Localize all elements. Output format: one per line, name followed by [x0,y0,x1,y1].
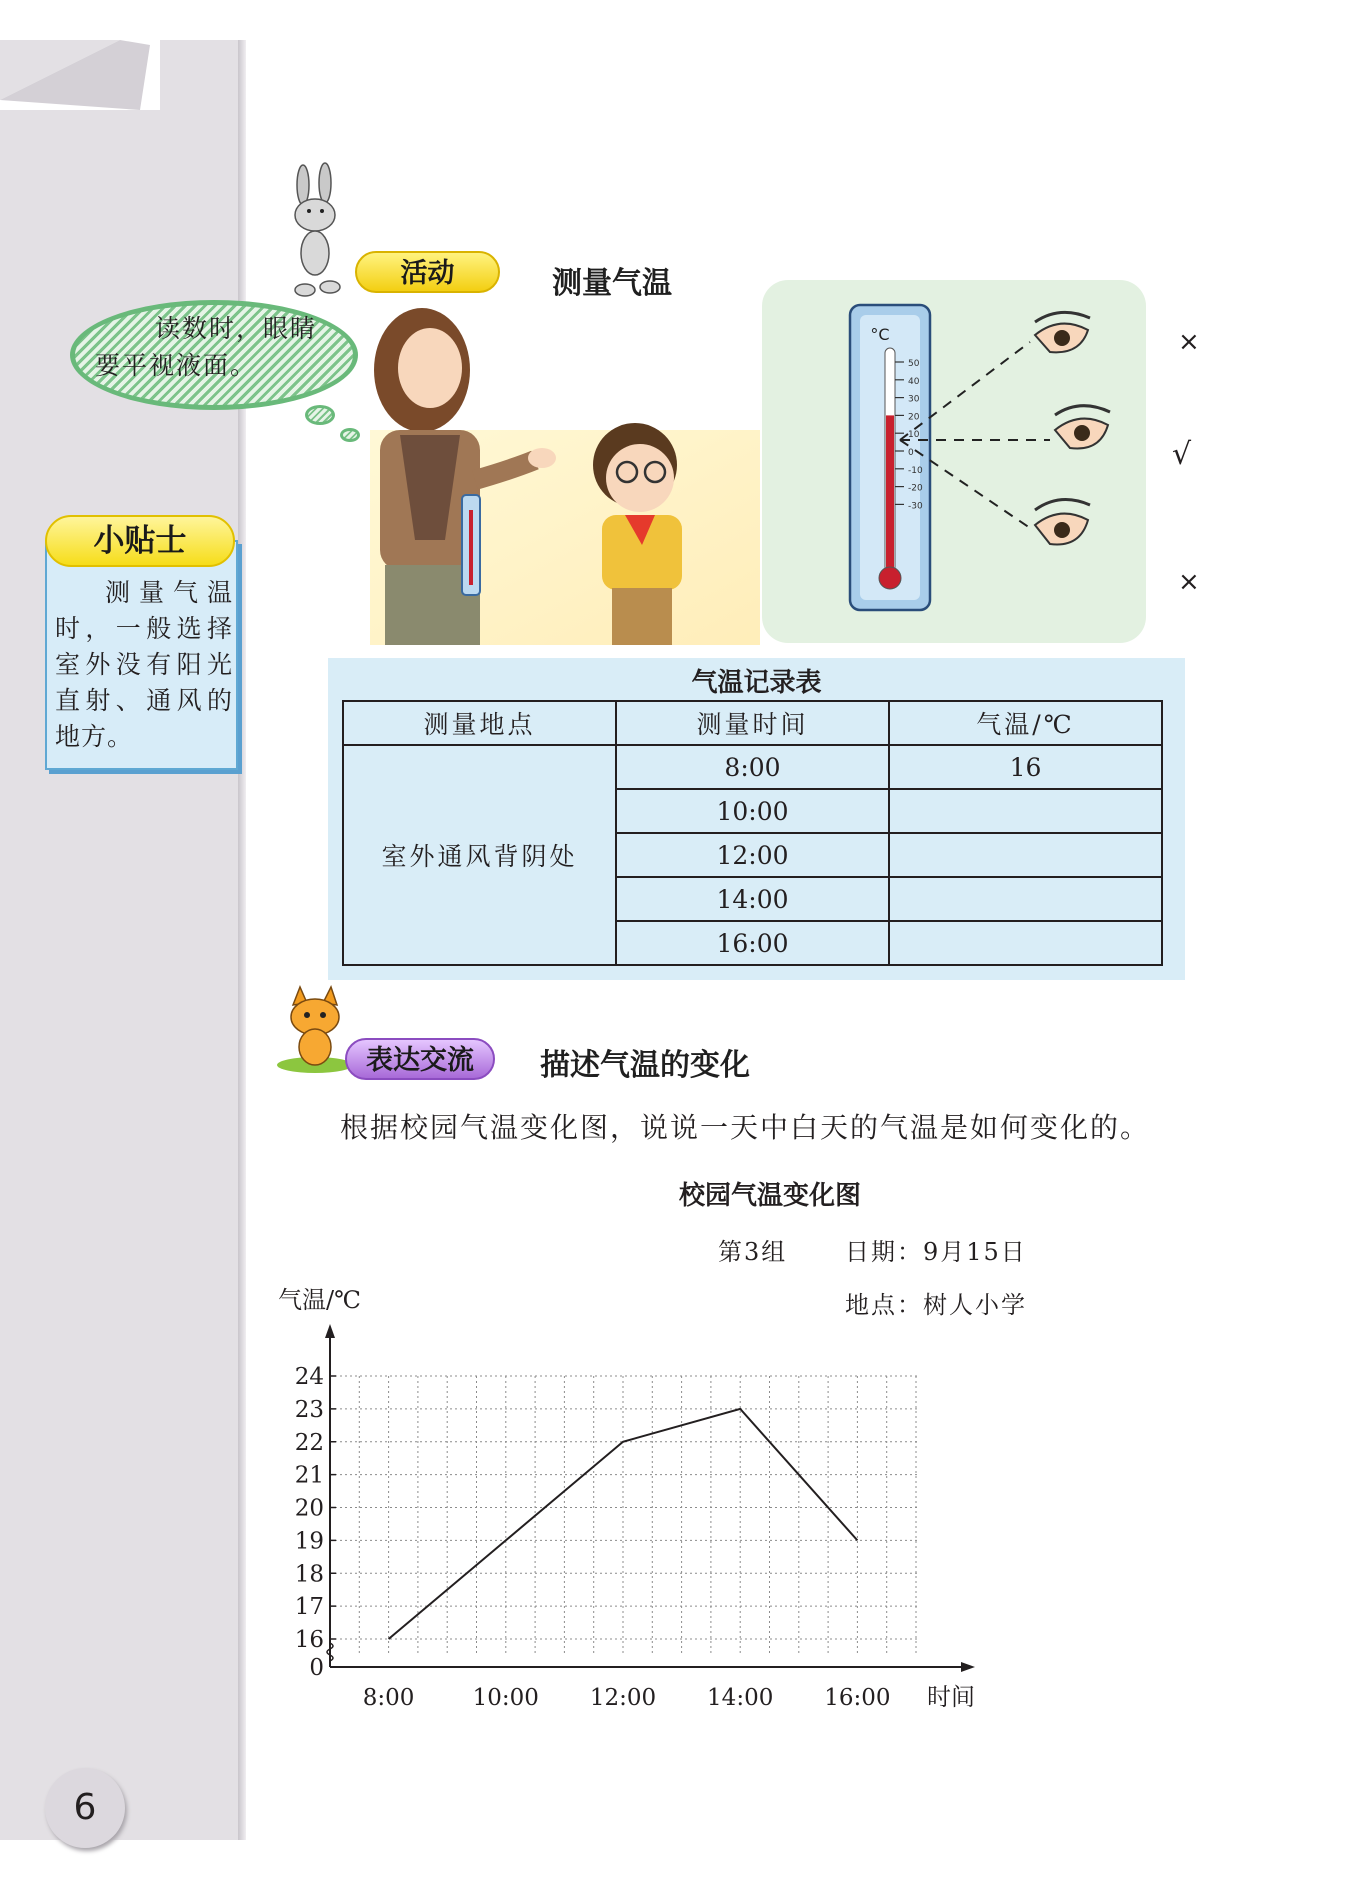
y-tick-label: 17 [294,1594,324,1621]
series-line [389,1409,858,1639]
prompt-text: 根据校园气温变化图，说说一天中白天的气温是如何变化的。 [340,1111,1151,1144]
table-header-row [343,701,1162,745]
y-tick-label: 0 [309,1655,324,1681]
temperature-line-chart [278,1255,1170,1725]
y-tick-label: 18 [294,1561,324,1588]
temp-cell [889,921,1162,965]
y-tick-label: 22 [294,1429,324,1456]
place-cell: 室外通风背阴处 [343,745,616,965]
eye-high-icon [1035,312,1090,352]
temp-cell: 16 [889,745,1162,789]
time-cell: 16:00 [616,921,889,965]
bubble-dot [305,405,335,425]
y-tick-label: 21 [294,1462,324,1489]
eye-level-icon [1055,406,1110,449]
eye-low-icon [1035,500,1090,545]
activity-title: 测量气温 [552,266,672,301]
time-cell: 14:00 [616,877,889,921]
bubble-line: 要平视液面。 [95,351,258,380]
x-axis-label: 时间 [927,1683,975,1711]
record-table-title: 气温记录表 [691,668,822,698]
thermo-tick-label: 50 [908,359,920,369]
x-tick-label: 8:00 [362,1685,415,1711]
thermometer-unit: °C [870,325,890,344]
chart-title: 校园气温变化图 [678,1181,861,1211]
page-curl [0,40,160,110]
wrong-mark-bottom: × [1178,567,1200,597]
tips-text: 测量气温时，一般选择室外没有阳光直射、通风的地方。 [55,578,233,751]
y-tick-label: 19 [294,1528,324,1555]
tips-title: 小贴士 [45,515,235,567]
x-tick-label: 10:00 [472,1685,539,1711]
x-tick-label: 16:00 [824,1685,891,1711]
y-tick-label: 23 [294,1396,324,1423]
x-tick-label: 14:00 [707,1685,774,1711]
table-header: 测量时间 [616,701,889,745]
chart-location: 地点：树人小学 [845,1291,1027,1319]
mercury-column [886,415,894,578]
y-tick-label: 20 [294,1495,324,1522]
cat-mascot-icon [275,985,355,1075]
thermo-tick-label: -20 [908,483,923,494]
express-title: 描述气温的变化 [540,1048,750,1083]
thermo-tick-label: 20 [908,412,920,423]
y-tick-label: 16 [294,1627,324,1653]
thermo-tick-label: 30 [908,394,920,405]
thermo-tick-label: 10 [908,430,920,441]
thermo-tick-label: -30 [908,501,923,512]
thermo-tick-label: 0 [908,448,914,458]
thermometer-reading-diagram [840,300,1220,620]
table-header: 气温/℃ [889,701,1162,745]
time-cell: 10:00 [616,789,889,833]
temp-cell [889,833,1162,877]
y-tick-label: 24 [294,1364,324,1390]
express-badge: 表达交流 [345,1038,495,1080]
wrong-mark-top: × [1178,327,1200,357]
temp-cell [889,877,1162,921]
correct-mark: √ [1172,437,1192,472]
x-axis-arrow [961,1662,975,1672]
temp-cell [889,789,1162,833]
thermo-tick-label: 40 [908,376,920,387]
bubble-line: 读数时，眼睛 [155,314,318,343]
record-table [342,700,1163,966]
rabbit-mascot-icon [275,165,355,305]
time-cell: 8:00 [616,745,889,789]
bubble-text [95,310,335,384]
table-header: 测量地点 [343,701,616,745]
y-axis-arrow [325,1324,335,1338]
page-number: 6 [73,1787,97,1828]
chart-group: 第3组 [718,1238,788,1266]
activity-badge: 活动 [355,251,500,293]
table-row [343,745,1162,789]
chart-date: 日期：9月15日 [845,1238,1027,1266]
y-axis-label: 气温/℃ [278,1286,361,1314]
teacher-student-illustration [350,300,755,645]
thermo-tick-label: -10 [908,465,923,476]
time-cell: 12:00 [616,833,889,877]
x-tick-label: 12:00 [589,1685,657,1711]
